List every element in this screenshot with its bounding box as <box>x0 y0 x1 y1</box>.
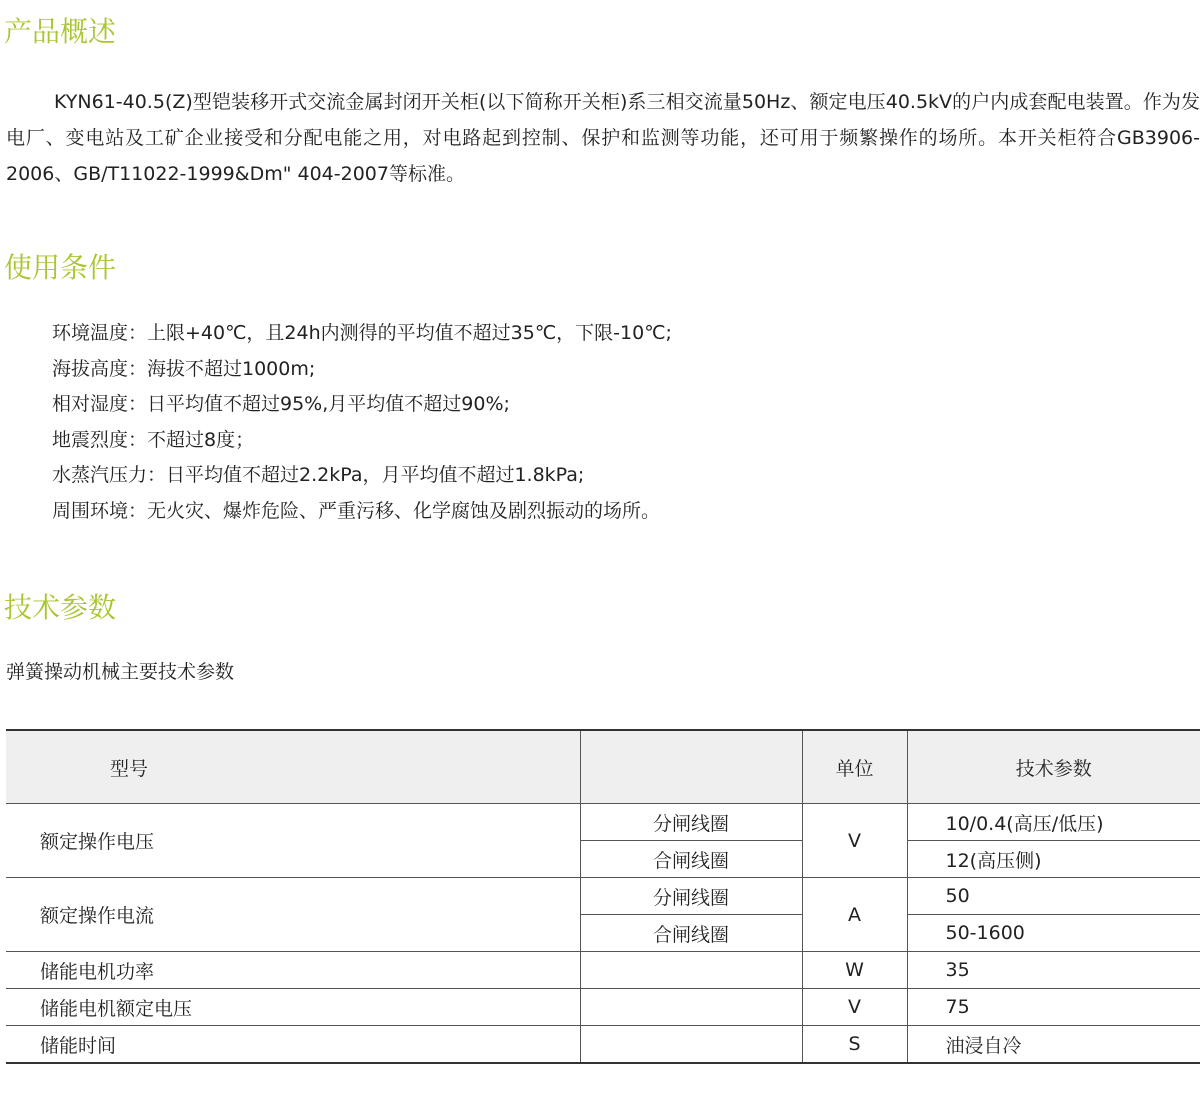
header-model: 型号 <box>6 730 580 804</box>
row-value: 75 <box>907 989 1200 1026</box>
row-name: 额定操作电流 <box>6 878 580 952</box>
row-sub: 合闸线圈 <box>580 915 802 952</box>
overview-heading: 产品概述 <box>4 15 117 48</box>
row-value: 12(高压侧) <box>907 841 1200 878</box>
row-value: 50-1600 <box>907 915 1200 952</box>
row-unit: A <box>802 878 907 952</box>
table-row <box>6 952 1200 989</box>
conditions-heading: 使用条件 <box>4 251 117 284</box>
row-unit: S <box>802 1026 907 1064</box>
condition-item: 环境温度：上限+40℃，且24h内测得的平均值不超过35℃，下限-10℃; <box>52 322 672 344</box>
condition-item: 海拔高度：海拔不超过1000m; <box>52 357 316 380</box>
row-name: 额定操作电压 <box>6 804 580 878</box>
table-header-row <box>6 730 1200 804</box>
condition-item: 相对湿度：日平均值不超过95%,月平均值不超过90%; <box>52 393 510 415</box>
spec-table <box>6 729 1200 1064</box>
parameters-heading: 技术参数 <box>4 591 117 624</box>
conditions-list <box>52 316 672 529</box>
row-value: 10/0.4(高压/低压) <box>907 804 1200 841</box>
row-name: 储能电机额定电压 <box>6 989 580 1026</box>
row-name: 储能时间 <box>6 1026 580 1064</box>
row-value: 35 <box>907 952 1200 989</box>
row-unit: V <box>802 804 907 878</box>
header-blank <box>580 730 802 804</box>
row-sub: 合闸线圈 <box>580 841 802 878</box>
row-value: 50 <box>907 878 1200 915</box>
row-name: 储能电机功率 <box>6 952 580 989</box>
row-sub <box>580 952 802 989</box>
row-unit: V <box>802 989 907 1026</box>
condition-item: 水蒸汽压力：日平均值不超过2.2kPa，月平均值不超过1.8kPa; <box>52 464 585 486</box>
overview-paragraph: KYN61-40.5(Z)型铠装移开式交流金属封闭开关柜(以下简称开关柜)系三相交流量50Hz、额定电压40.5kV的户内成套配电装置。作为发电厂、变电站及工矿企业接受和分配电能之用，对电路起到控制、保护和监测等功能，还可用于频繁操作的场所。本开关柜符合GB3906-2006、GB/T11022-1999&Dm" 404-2007等标准。 <box>6 91 1200 185</box>
table-row <box>6 804 1200 841</box>
condition-item: 周围环境：无火灾、爆炸危险、严重污移、化学腐蚀及剧烈振动的场所。 <box>52 499 661 522</box>
row-sub: 分闸线圈 <box>580 804 802 841</box>
header-unit: 单位 <box>802 730 907 804</box>
condition-item: 地震烈度：不超过8度； <box>52 428 255 451</box>
table-row <box>6 1026 1200 1064</box>
row-value: 油浸自冷 <box>907 1026 1200 1064</box>
row-sub <box>580 1026 802 1064</box>
row-sub <box>580 989 802 1026</box>
table-row <box>6 989 1200 1026</box>
row-unit: W <box>802 952 907 989</box>
table-row <box>6 878 1200 915</box>
row-sub: 分闸线圈 <box>580 878 802 915</box>
header-value: 技术参数 <box>907 730 1200 804</box>
table-caption: 弹簧操动机械主要技术参数 <box>6 661 235 683</box>
